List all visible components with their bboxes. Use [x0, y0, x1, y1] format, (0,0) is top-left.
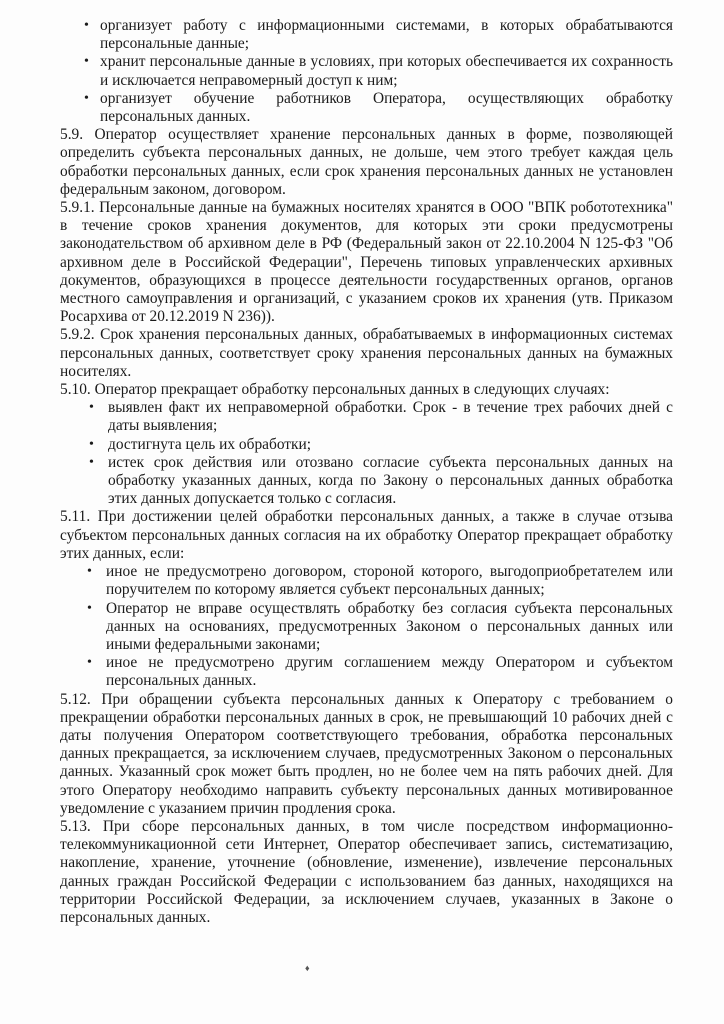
- bullet-icon: •: [87, 655, 92, 671]
- paragraph-5-11: 5.11. При достижении целей обработки персональных данных, а также в случае отзыва субъектом персональных данных согласия на их обработку Оператор прекращает обработку этих данных, если:: [60, 508, 673, 562]
- list-item-text: достигнута цель их обработки;: [108, 435, 312, 453]
- bullet-icon: •: [87, 564, 92, 580]
- bullet-icon: •: [89, 454, 94, 470]
- list-item: [60, 654, 673, 690]
- page-mark: ♦: [305, 963, 310, 973]
- bullet-icon: •: [84, 18, 89, 33]
- list-item-text: иное не предусмотрено договором, стороной которого, выгодоприобретателем или поручителем по которому является субъект персональных данных;: [106, 563, 673, 599]
- bullet-icon: •: [84, 90, 89, 106]
- list-item-text: выявлен факт их неправомерной обработки. Срок - в течение трех рабочих дней с даты выявления;: [108, 399, 673, 435]
- list-item-text: Оператор не вправе осуществлять обработку без согласия субъекта персональных данных на основаниях, предусмотренных Законом о персональных данных или иными федеральными законами;: [106, 599, 673, 653]
- bullet-list-stop-cases: [60, 399, 673, 508]
- bullet-icon: •: [89, 436, 94, 452]
- paragraph-5-9-1: 5.9.1. Персональные данные на бумажных носителях хранятся в ООО "ВПК робототехника" в течение сроков хранения документов, для которых эти сроки предусмотрены законодательством об архивном деле в РФ (Федеральный закон от 22.10.2004 N 125-ФЗ "Об архивном деле в Российской Федерации", Перечень типовых управленческих архивных документов, образующихся в процессе деятельности государственных органов, органов местного самоуправления и организаций, с указанием сроков их хранения (утв. Приказом Росархива от 20.12.2019 N 236)).: [60, 199, 673, 326]
- document-body: [60, 17, 673, 927]
- list-item-text: иное не предусмотрено другим соглашением между Оператором и субъектом персональных данных.: [106, 654, 673, 690]
- bullet-icon: •: [87, 600, 92, 616]
- list-item: [60, 436, 673, 454]
- list-item-text: организует работу с информационными системами, в которых обрабатываются персональные данные;: [100, 17, 673, 53]
- list-item: [60, 17, 673, 53]
- list-item: [60, 90, 673, 126]
- bullet-icon: •: [89, 400, 94, 416]
- list-item-text: организует обучение работников Оператора, осуществляющих обработку персональных данных.: [100, 89, 673, 126]
- bullet-icon: •: [84, 54, 89, 70]
- bullet-list-exceptions: [60, 563, 673, 690]
- paragraph-5-9: 5.9. Оператор осуществляет хранение персональных данных в форме, позволяющей определить субъекта персональных данных, не дольше, чем этого требует каждая цель обработки персональных данных, если срок хранения персональных данных не установлен федеральным законом, договором.: [60, 126, 673, 198]
- list-item: [60, 563, 673, 599]
- list-item-text: хранит персональные данные в условиях, при которых обеспечивается их сохранность и исключается неправомерный доступ к ним;: [100, 53, 673, 89]
- list-item: [60, 53, 673, 89]
- list-item-text: истек срок действия или отозвано согласие субъекта персональных данных на обработку указанных данных, когда по Закону о персональных данных обработка этих данных допускается только с согласия.: [108, 453, 673, 508]
- list-item: [60, 600, 673, 655]
- bullet-list-operator-duties: [60, 17, 673, 126]
- paragraph-5-9-2: 5.9.2. Срок хранения персональных данных, обрабатываемых в информационных системах персональных данных, соответствует сроку хранения персональных данных на бумажных носителях.: [60, 326, 673, 380]
- paragraph-5-12: 5.12. При обращении субъекта персональных данных к Оператору с требованием о прекращении обработки персональных данных в срок, не превышающий 10 рабочих дней с даты получения Оператором соответствующего требования, обработка персональных данных прекращается, за исключением случаев, предусмотренных Законом о персональных данных. Указанный срок может быть продлен, но не более чем на пять рабочих дней. Для этого Оператору необходимо направить субъекту персональных данных мотивированное уведомление с указанием причин продления срока.: [60, 690, 673, 817]
- list-item: [60, 399, 673, 435]
- paragraph-5-10: 5.10. Оператор прекращает обработку персональных данных в следующих случаях:: [60, 381, 610, 399]
- list-item: [60, 454, 673, 509]
- paragraph-5-13: 5.13. При сборе персональных данных, в том числе посредством информационно-телекоммуникационной сети Интернет, Оператор обеспечивает запись, систематизацию, накопление, хранение, уточнение (обновление, изменение), извлечение персональных данных граждан Российской Федерации с использованием баз данных, находящихся на территории Российской Федерации, за исключением случаев, указанных в Законе о персональных данных.: [60, 817, 673, 926]
